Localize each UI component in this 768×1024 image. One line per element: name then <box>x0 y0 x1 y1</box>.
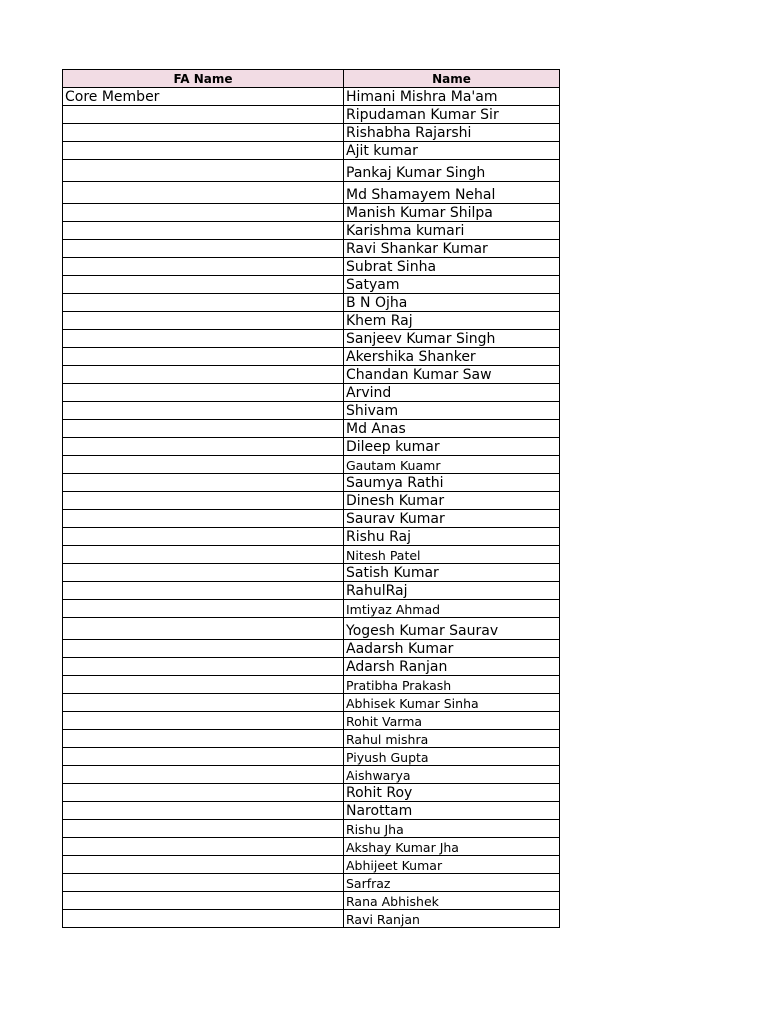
table-row <box>63 366 560 384</box>
table-row <box>63 240 560 258</box>
cell-fa-name[interactable] <box>63 276 344 294</box>
table-row <box>63 820 560 838</box>
cell-name[interactable]: Yogesh Kumar Saurav <box>344 618 560 640</box>
cell-name[interactable]: Abhisek Kumar Sinha <box>344 694 560 712</box>
table-row <box>63 276 560 294</box>
cell-name[interactable]: Satish Kumar <box>344 564 560 582</box>
table-row <box>63 330 560 348</box>
cell-fa-name[interactable] <box>63 312 344 330</box>
table-row <box>63 856 560 874</box>
cell-name[interactable]: Subrat Sinha <box>344 258 560 276</box>
table-row <box>63 802 560 820</box>
cell-fa-name[interactable] <box>63 748 344 766</box>
table-row <box>63 618 560 640</box>
cell-name[interactable]: Md Anas <box>344 420 560 438</box>
table-row <box>63 142 560 160</box>
cell-name[interactable]: Saumya Rathi <box>344 474 560 492</box>
table-row <box>63 546 560 564</box>
column-header-name[interactable]: Name <box>344 70 560 88</box>
table-row <box>63 294 560 312</box>
table-row <box>63 258 560 276</box>
cell-name[interactable]: Akershika Shanker <box>344 348 560 366</box>
cell-name[interactable]: Chandan Kumar Saw <box>344 366 560 384</box>
cell-name[interactable]: Himani Mishra Ma'am <box>344 88 560 106</box>
cell-name[interactable]: Md Shamayem Nehal <box>344 182 560 204</box>
table-row <box>63 384 560 402</box>
table-row <box>63 456 560 474</box>
column-header-fa-name[interactable]: FA Name <box>63 70 344 88</box>
cell-fa-name[interactable] <box>63 784 344 802</box>
cell-name[interactable]: Karishma kumari <box>344 222 560 240</box>
cell-fa-name[interactable] <box>63 838 344 856</box>
table-row <box>63 124 560 142</box>
table-row <box>63 582 560 600</box>
table-row <box>63 528 560 546</box>
cell-name[interactable]: Aadarsh Kumar <box>344 640 560 658</box>
cell-name[interactable]: Sanjeev Kumar Singh <box>344 330 560 348</box>
table-row <box>63 160 560 182</box>
cell-fa-name[interactable] <box>63 420 344 438</box>
cell-fa-name[interactable] <box>63 640 344 658</box>
table-row <box>63 838 560 856</box>
cell-fa-name[interactable] <box>63 510 344 528</box>
table-row <box>63 910 560 928</box>
cell-fa-name[interactable] <box>63 204 344 222</box>
table-row <box>63 402 560 420</box>
cell-name[interactable]: Narottam <box>344 802 560 820</box>
cell-fa-name[interactable] <box>63 492 344 510</box>
cell-fa-name[interactable] <box>63 160 344 182</box>
member-table <box>62 69 560 928</box>
cell-name[interactable]: Rahul mishra <box>344 730 560 748</box>
cell-name[interactable]: Piyush Gupta <box>344 748 560 766</box>
cell-name[interactable]: Rishu Raj <box>344 528 560 546</box>
cell-name[interactable]: Rana Abhishek <box>344 892 560 910</box>
table-row <box>63 182 560 204</box>
cell-name[interactable]: B N Ojha <box>344 294 560 312</box>
cell-fa-name[interactable] <box>63 564 344 582</box>
cell-fa-name[interactable] <box>63 820 344 838</box>
cell-fa-name[interactable] <box>63 618 344 640</box>
table-row <box>63 222 560 240</box>
table-row <box>63 312 560 330</box>
table-row <box>63 712 560 730</box>
cell-name[interactable]: Rishu Jha <box>344 820 560 838</box>
cell-fa-name[interactable] <box>63 546 344 564</box>
table-row <box>63 892 560 910</box>
cell-fa-name[interactable] <box>63 582 344 600</box>
cell-name[interactable]: Gautam Kuamr <box>344 456 560 474</box>
cell-fa-name[interactable] <box>63 124 344 142</box>
cell-name[interactable]: Shivam <box>344 402 560 420</box>
cell-name[interactable]: Imtiyaz Ahmad <box>344 600 560 618</box>
cell-fa-name[interactable] <box>63 874 344 892</box>
table-row <box>63 348 560 366</box>
cell-fa-name[interactable] <box>63 694 344 712</box>
cell-name[interactable]: Abhijeet Kumar <box>344 856 560 874</box>
cell-fa-name[interactable] <box>63 366 344 384</box>
cell-name[interactable]: Rishabha Rajarshi <box>344 124 560 142</box>
cell-fa-name[interactable] <box>63 766 344 784</box>
cell-name[interactable]: Ripudaman Kumar Sir <box>344 106 560 124</box>
cell-fa-name[interactable] <box>63 856 344 874</box>
cell-fa-name[interactable] <box>63 182 344 204</box>
cell-name[interactable]: Pankaj Kumar Singh <box>344 160 560 182</box>
cell-name[interactable]: Aishwarya <box>344 766 560 784</box>
table-row <box>63 766 560 784</box>
cell-fa-name[interactable] <box>63 222 344 240</box>
cell-name[interactable]: Nitesh Patel <box>344 546 560 564</box>
cell-fa-name[interactable] <box>63 142 344 160</box>
cell-name[interactable]: Adarsh Ranjan <box>344 658 560 676</box>
cell-name[interactable]: Sarfraz <box>344 874 560 892</box>
table-row <box>63 676 560 694</box>
cell-fa-name[interactable] <box>63 730 344 748</box>
cell-name[interactable]: Pratibha Prakash <box>344 676 560 694</box>
cell-name[interactable]: Ravi Shankar Kumar <box>344 240 560 258</box>
cell-fa-name[interactable] <box>63 456 344 474</box>
cell-name[interactable]: Dinesh Kumar <box>344 492 560 510</box>
cell-name[interactable]: Dileep kumar <box>344 438 560 456</box>
table-row <box>63 730 560 748</box>
cell-name[interactable]: Akshay Kumar Jha <box>344 838 560 856</box>
table-row <box>63 492 560 510</box>
cell-name[interactable]: Satyam <box>344 276 560 294</box>
table-row <box>63 748 560 766</box>
table-row <box>63 564 560 582</box>
header-row <box>63 70 560 88</box>
cell-fa-name[interactable] <box>63 676 344 694</box>
cell-name[interactable]: RahulRaj <box>344 582 560 600</box>
table-row <box>63 474 560 492</box>
table-row <box>63 874 560 892</box>
cell-fa-name[interactable] <box>63 528 344 546</box>
table-row <box>63 600 560 618</box>
cell-fa-name[interactable] <box>63 438 344 456</box>
cell-fa-name[interactable] <box>63 802 344 820</box>
table-body <box>63 88 560 928</box>
cell-name[interactable]: Rohit Varma <box>344 712 560 730</box>
table-row <box>63 784 560 802</box>
cell-name[interactable]: Arvind <box>344 384 560 402</box>
table-header <box>63 70 560 88</box>
table-row <box>63 204 560 222</box>
cell-name[interactable]: Saurav Kumar <box>344 510 560 528</box>
table-row <box>63 640 560 658</box>
table-row <box>63 694 560 712</box>
cell-fa-name[interactable] <box>63 106 344 124</box>
cell-fa-name[interactable] <box>63 384 344 402</box>
cell-fa-name[interactable] <box>63 600 344 618</box>
cell-name[interactable]: Rohit Roy <box>344 784 560 802</box>
table-row <box>63 510 560 528</box>
table-row <box>63 658 560 676</box>
cell-name[interactable]: Manish Kumar Shilpa <box>344 204 560 222</box>
table-row <box>63 420 560 438</box>
cell-fa-name[interactable] <box>63 402 344 420</box>
cell-name[interactable]: Ravi Ranjan <box>344 910 560 928</box>
cell-fa-name[interactable] <box>63 474 344 492</box>
cell-fa-name[interactable] <box>63 892 344 910</box>
table-row <box>63 438 560 456</box>
cell-fa-name[interactable] <box>63 258 344 276</box>
cell-fa-name[interactable]: Core Member <box>63 88 344 106</box>
cell-name[interactable]: Ajit kumar <box>344 142 560 160</box>
cell-fa-name[interactable] <box>63 348 344 366</box>
cell-fa-name[interactable] <box>63 712 344 730</box>
cell-name[interactable]: Khem Raj <box>344 312 560 330</box>
table-row <box>63 88 560 106</box>
cell-fa-name[interactable] <box>63 330 344 348</box>
cell-fa-name[interactable] <box>63 910 344 928</box>
cell-fa-name[interactable] <box>63 294 344 312</box>
cell-fa-name[interactable] <box>63 240 344 258</box>
cell-fa-name[interactable] <box>63 658 344 676</box>
table-row <box>63 106 560 124</box>
